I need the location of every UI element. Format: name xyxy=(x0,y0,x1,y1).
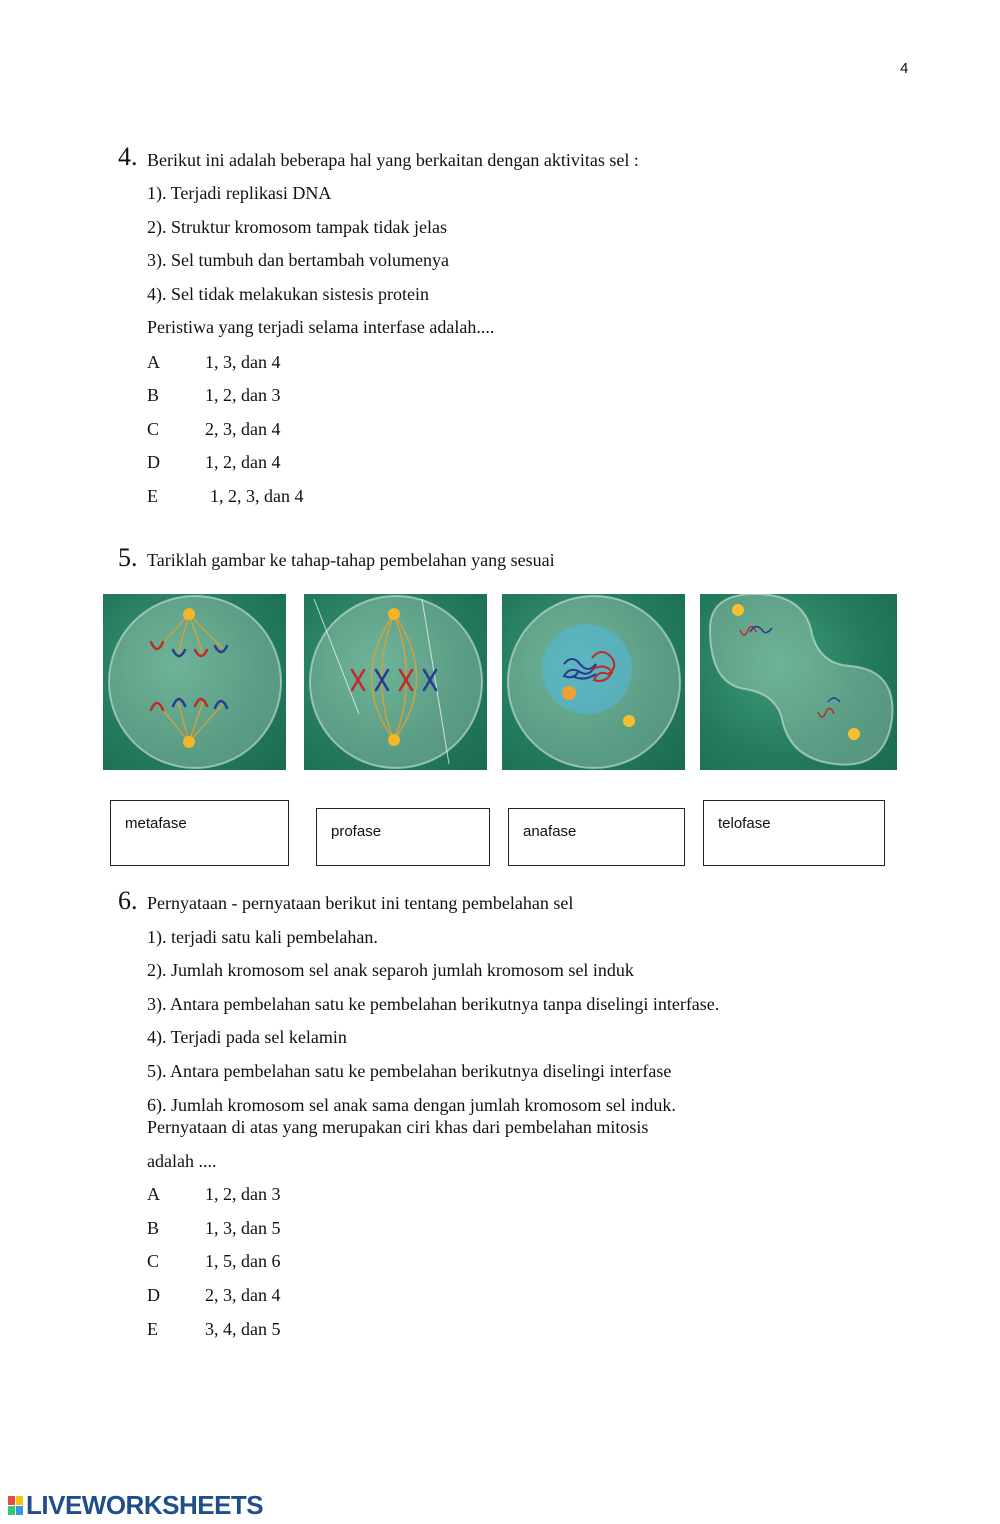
q6-item: 1). terjadi satu kali pembelahan. xyxy=(147,927,378,947)
q4-item: 2). Struktur kromosom tampak tidak jelas xyxy=(147,217,447,237)
cell-image-metaphase[interactable] xyxy=(304,594,487,770)
q4-option-label: A xyxy=(147,352,160,372)
logo-text: LIVEWORKSHEETS xyxy=(26,1490,264,1520)
q6-number: 6. xyxy=(118,886,138,915)
q6-option-value: 1, 2, dan 3 xyxy=(205,1184,281,1204)
q4-option-label: E xyxy=(147,486,158,506)
q6-item: 2). Jumlah kromosom sel anak separoh jumlah kromosom sel induk xyxy=(147,960,634,980)
q4-option-value: 1, 2, dan 3 xyxy=(205,385,281,405)
cell-illustration xyxy=(700,594,897,770)
answer-box-telofase[interactable]: telofase xyxy=(703,800,885,866)
q5-intro: Tariklah gambar ke tahap-tahap pembelahan yang sesuai xyxy=(147,550,555,570)
q4-number: 4. xyxy=(118,142,138,171)
q4-item: 1). Terjadi replikasi DNA xyxy=(147,183,332,203)
answer-box-profase[interactable]: profase xyxy=(316,808,490,866)
q4-option-label: D xyxy=(147,452,160,472)
q4-option-label: C xyxy=(147,419,160,439)
q4-question: Peristiwa yang terjadi selama interfase adalah.... xyxy=(147,317,495,337)
cell-illustration xyxy=(103,594,286,770)
q4-item: 4). Sel tidak melakukan sistesis protein xyxy=(147,284,429,304)
q6-intro: Pernyataan - pernyataan berikut ini tentang pembelahan sel xyxy=(147,893,574,913)
q4-option-value: 1, 2, dan 4 xyxy=(205,452,281,472)
cell-illustration xyxy=(304,594,487,770)
q4-intro: Berikut ini adalah beberapa hal yang berkaitan dengan aktivitas sel : xyxy=(147,150,639,170)
q6-item: 6). Jumlah kromosom sel anak sama dengan jumlah kromosom sel induk. xyxy=(147,1095,676,1115)
cell-image-telophase[interactable] xyxy=(700,594,897,770)
q6-item: 5). Antara pembelahan satu ke pembelahan berikutnya diselingi interfase xyxy=(147,1061,672,1081)
q6-option-label: E xyxy=(147,1319,158,1339)
q6-option-label: A xyxy=(147,1184,160,1204)
answer-box-metafase[interactable]: metafase xyxy=(110,800,289,866)
q6-item: 3). Antara pembelahan satu ke pembelahan berikutnya tanpa diselingi interfase. xyxy=(147,994,720,1014)
cell-illustration xyxy=(502,594,685,770)
answer-box-anafase[interactable]: anafase xyxy=(508,808,685,866)
q6-option-value: 2, 3, dan 4 xyxy=(205,1285,281,1305)
q4-option-value: 2, 3, dan 4 xyxy=(205,419,281,439)
q6-question-end: adalah .... xyxy=(147,1151,217,1171)
liveworksheets-logo[interactable] xyxy=(8,1490,263,1521)
q5-number: 5. xyxy=(118,543,138,572)
q6-option-value: 1, 3, dan 5 xyxy=(205,1218,281,1238)
q6-option-value: 1, 5, dan 6 xyxy=(205,1251,281,1271)
q6-option-label: C xyxy=(147,1251,160,1271)
q6-option-label: D xyxy=(147,1285,160,1305)
q4-item: 3). Sel tumbuh dan bertambah volumenya xyxy=(147,250,449,270)
q6-question: Pernyataan di atas yang merupakan ciri khas dari pembelahan mitosis xyxy=(147,1117,649,1137)
cell-image-anaphase[interactable] xyxy=(103,594,286,770)
q6-option-value: 3, 4, dan 5 xyxy=(205,1319,281,1339)
q6-item: 4). Terjadi pada sel kelamin xyxy=(147,1027,347,1047)
q6-option-label: B xyxy=(147,1218,160,1238)
logo-icon xyxy=(8,1496,23,1515)
cell-image-prophase[interactable] xyxy=(502,594,685,770)
q4-option-value: 1, 3, dan 4 xyxy=(205,352,281,372)
q4-option-label: B xyxy=(147,385,160,405)
page-number: 4 xyxy=(900,60,909,77)
q4-option-value: 1, 2, 3, dan 4 xyxy=(210,486,304,506)
